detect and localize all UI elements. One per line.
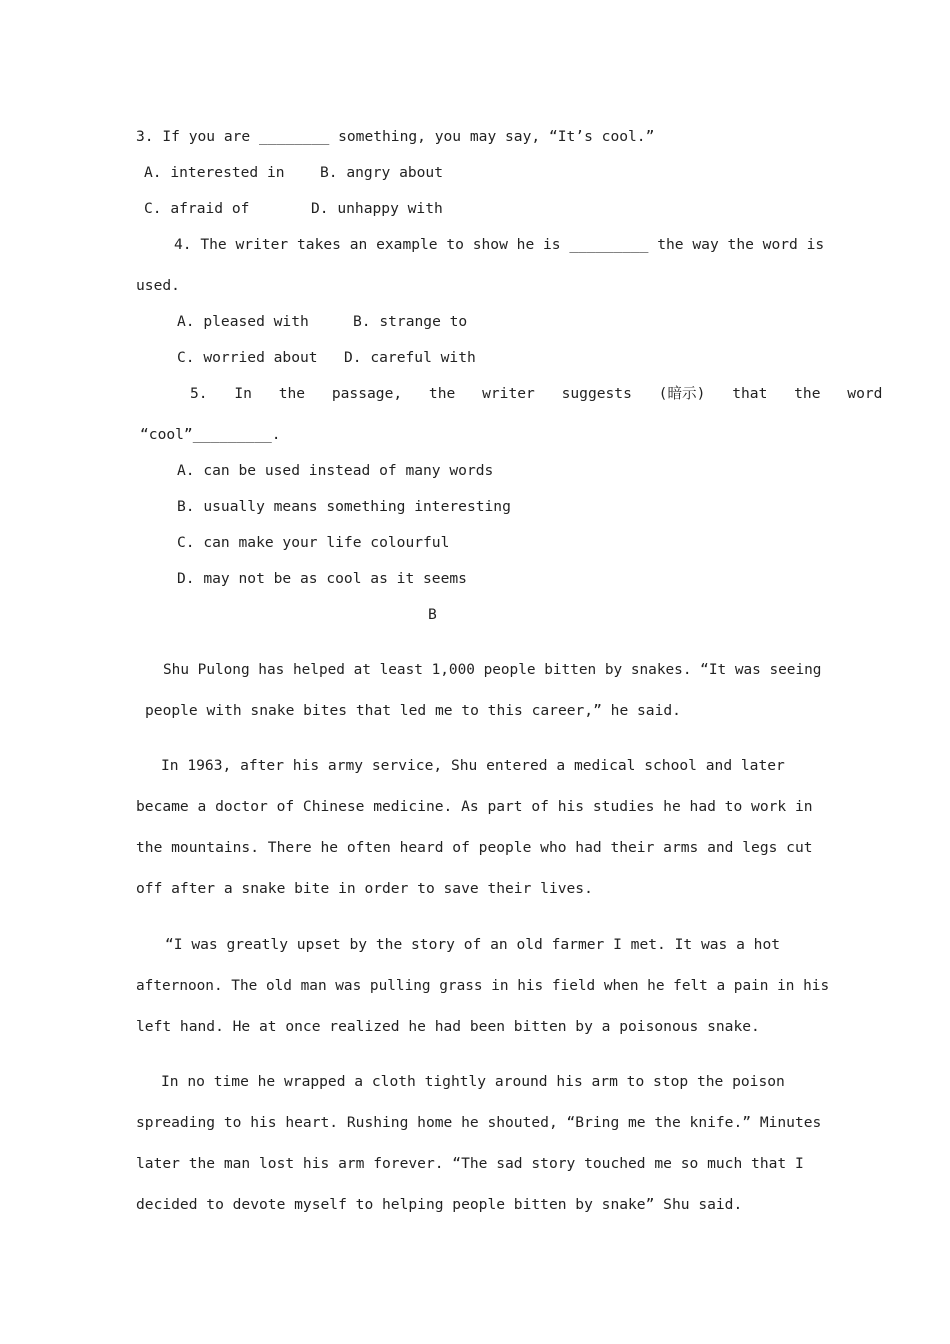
passage-p2-line3: the mountains. There he often heard of people who had their arms and legs cut: [136, 839, 813, 856]
q3-option-a: A. interested in: [144, 164, 285, 181]
passage-p1-line1: Shu Pulong has helped at least 1,000 people bitten by snakes. “It was seeing: [163, 662, 822, 678]
passage-p4-line1: In no time he wrapped a cloth tightly around his arm to stop the poison: [161, 1073, 785, 1090]
passage-p4-line2: spreading to his heart. Rushing home he shouted, “Bring me the knife.” Minutes: [136, 1114, 822, 1131]
passage-p2-line2: became a doctor of Chinese medicine. As part of his studies he had to work in: [136, 798, 813, 815]
q3-option-d: D. unhappy with: [311, 200, 443, 217]
q3-stem: 3. If you are ________ something, you may say, “It’s cool.”: [136, 128, 655, 145]
passage-p4-line4: decided to devote myself to helping people bitten by snake” Shu said.: [136, 1196, 743, 1213]
q5-option-b: B. usually means something interesting: [177, 498, 511, 515]
q4-option-c: C. worried about: [177, 349, 318, 366]
q5-option-c: C. can make your life colourful: [177, 534, 450, 551]
q5-option-a: A. can be used instead of many words: [177, 462, 494, 479]
q4-stem-line2: used.: [136, 277, 180, 294]
q4-option-b: B. strange to: [353, 313, 468, 330]
section-heading: B: [428, 606, 437, 623]
passage-p3-line3: left hand. He at once realized he had been bitten by a poisonous snake.: [136, 1018, 760, 1035]
q3-option-b: B. angry about: [320, 164, 444, 181]
passage-p4-line3: later the man lost his arm forever. “The sad story touched me so much that I: [136, 1155, 804, 1172]
passage-p2-line4: off after a snake bite in order to save their lives.: [136, 880, 593, 897]
q5-stem-line1: 5. In the passage, the writer suggests (暗示) that the word: [190, 385, 883, 402]
passage-p3-line2: afternoon. The old man was pulling grass in his field when he felt a pain in his: [136, 978, 830, 994]
q4-option-a: A. pleased with: [177, 313, 309, 330]
q4-option-d: D. careful with: [344, 349, 476, 366]
q4-stem-line1: 4. The writer takes an example to show he is _________ the way the word is: [174, 236, 825, 253]
q5-option-d: D. may not be as cool as it seems: [177, 570, 467, 587]
passage-p2-line1: In 1963, after his army service, Shu entered a medical school and later: [161, 757, 785, 774]
passage-p3-line1: “I was greatly upset by the story of an old farmer I met. It was a hot: [165, 936, 781, 953]
q5-stem-line2: “cool”_________.: [140, 426, 281, 443]
q3-option-c: C. afraid of: [144, 200, 250, 217]
passage-p1-line2: people with snake bites that led me to this career,” he said.: [145, 702, 681, 719]
